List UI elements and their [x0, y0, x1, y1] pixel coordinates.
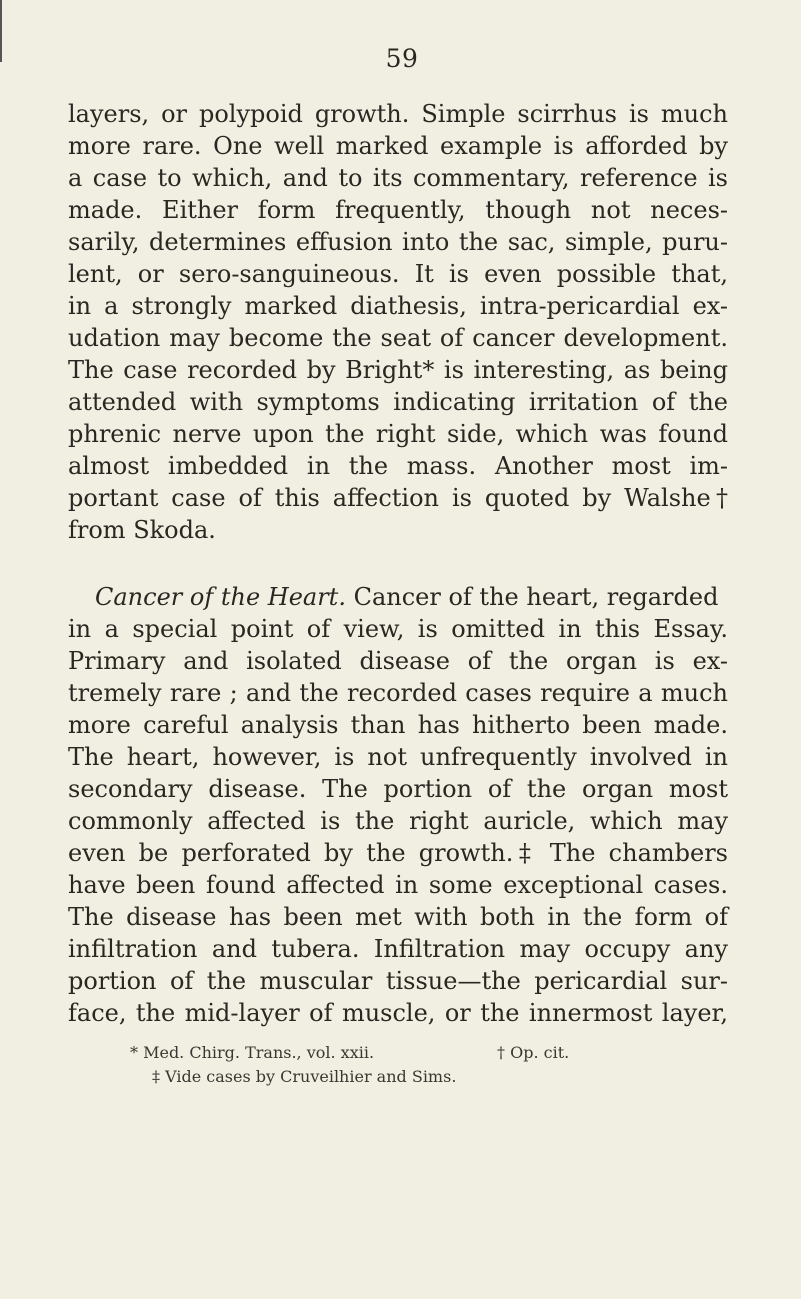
text-line: layers, or polypoid growth. Simple scirrhus is much — [68, 100, 728, 128]
text-line: udation may become the seat of cancer development. — [68, 324, 728, 352]
text-line: The disease has been met with both in the form of — [68, 903, 728, 931]
footnote-bright: * Med. Chirg. Trans., vol. xxii. — [130, 1043, 375, 1062]
page-edge-line — [0, 0, 2, 62]
text-line: portion of the muscular tissue—the pericardial sur- — [68, 967, 728, 995]
footnote-growth: ‡ Vide cases by Cruveilhier and Sims. — [152, 1067, 457, 1086]
text-line: face, the mid-layer of muscle, or the innermost layer, — [68, 999, 728, 1027]
text-line: The case recorded by Bright* is interesting, as being — [68, 356, 728, 384]
text-line: a case to which, and to its commentary, reference is — [68, 164, 728, 192]
text-line: in a strongly marked diathesis, intra-pericardial ex- — [68, 292, 728, 320]
text-line: infiltration and tubera. Infiltration may occupy any — [68, 935, 728, 963]
text-line: sarily, determines effusion into the sac, simple, puru- — [68, 228, 728, 256]
text-line: The heart, however, is not unfrequently involved in — [68, 743, 728, 771]
text-line: lent, or sero-sanguineous. It is even possible that, — [68, 260, 728, 288]
text-line: tremely rare ; and the recorded cases require a much — [68, 679, 728, 707]
text-line: phrenic nerve upon the right side, which was found — [68, 420, 728, 448]
text-line: have been found affected in some exceptional cases. — [68, 871, 728, 899]
text-line: commonly affected is the right auricle, which may — [68, 807, 728, 835]
text-line: more rare. One well marked example is afforded by — [68, 132, 728, 160]
text-line: Primary and isolated disease of the organ is ex- — [68, 647, 728, 675]
text-line: from Skoda. — [68, 516, 216, 544]
page-number: 59 — [385, 44, 419, 73]
text-line: even be perforated by the growth.‡ The chambers — [68, 839, 728, 867]
text-line: almost imbedded in the mass. Another most im- — [68, 452, 728, 480]
text-line-with-heading — [95, 581, 728, 613]
text-line: secondary disease. The portion of the organ most — [68, 775, 728, 803]
text-line: portant case of this affection is quoted by Walshe† — [68, 484, 728, 512]
text-line: made. Either form frequently, though not neces- — [68, 196, 728, 224]
section-heading: Cancer of the Heart. — [95, 583, 346, 611]
footnote-walshe: † Op. cit. — [497, 1043, 570, 1062]
text-span: Cancer of the heart, regarded — [345, 583, 719, 611]
text-line: attended with symptoms indicating irritation of the — [68, 388, 728, 416]
text-line: more careful analysis than has hitherto been made. — [68, 711, 728, 739]
text-line: in a special point of view, is omitted in this Essay. — [68, 615, 728, 643]
